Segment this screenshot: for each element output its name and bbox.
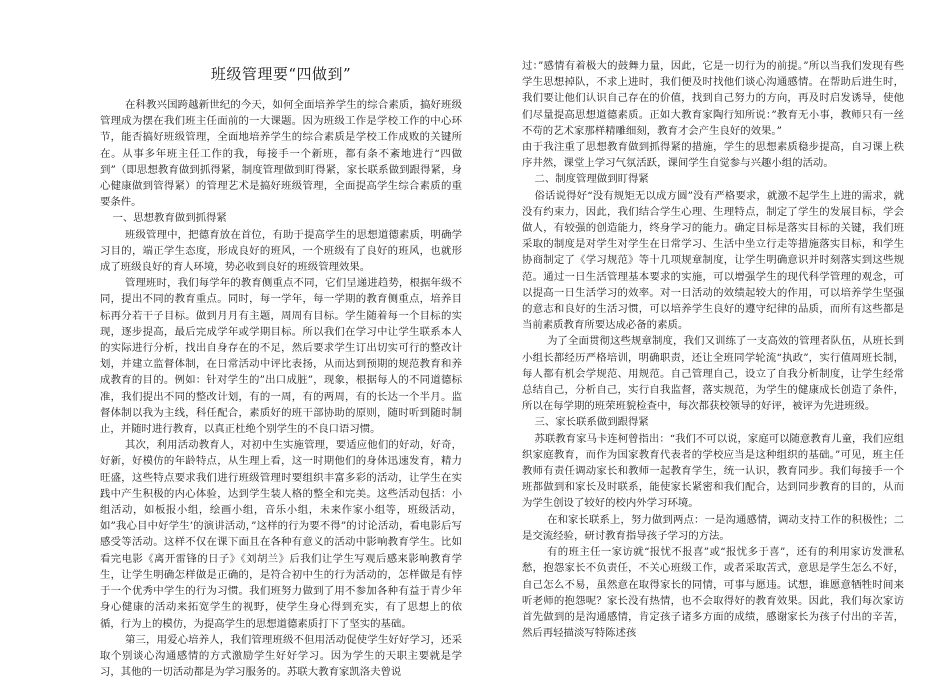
section-heading: 一、思想教育做到抓得紧 bbox=[112, 212, 227, 225]
left-column bbox=[100, 0, 462, 699]
paragraph: 在和家长联系上，努力做到两点：一是沟通感情，调动支持工作的积极性；二是交流经验，研讨教育指导孩子学习的方法。 bbox=[522, 513, 904, 542]
section-heading: 三、家长联系做到跟得紧 bbox=[534, 416, 649, 429]
paragraph: 班级管理中，把德育放在首位，有助于提高学生的思想道德素质，明确学习目的，端正学生态度，形成良好的班风，一个班级有了良好的班风，也就形成了班级良好的育人环境，势必收到良好的班级管理效果。 bbox=[100, 228, 462, 274]
paragraph: 苏联教育家马卡连柯曾指出：“我们不可以说，家庭可以随意教育儿童，我们应组织家庭教育，而作为国家教育代表者的学校应当是这种组织的基础。”可见，班主任教师有责任调动家长和教师一起教育学生，统一认识，教育同步。我们每接手一个班都做到和家长及时联系，能使家长紧密和我们配合，达到同步教育的目的，从而为学生创设了较好的校内外学习环境。 bbox=[522, 432, 904, 510]
page-title: 班级管理要“四做到” bbox=[210, 65, 352, 83]
paragraph: 第三，用爱心培养人，我们管理班级不但用活动促使学生好好学习，还采取个别谈心沟通感情的方式激励学生好好学习。因为学生的天职主要就是学习，其他的一切活动都是为学习服务的。苏联大教育家凯洛夫曾说 bbox=[100, 633, 462, 679]
paragraph: 在科教兴国跨越新世纪的今天，如何全面培养学生的综合素质，搞好班级管理成为摆在我们班主任面前的一大课题。因为班级工作是学校工作的中心环节，能否搞好班级管理，全面地培养学生的综合素质是学校工作成败的关键所在。从事多年班主任工作的我，每接手一个新班，都有条不紊地进行“四做到”（即思想教育做到抓得紧，制度管理做到盯得紧，家长联系做到跟得紧，身心健康做到管得紧）的管理艺术是搞好班级管理，全面提高学生综合素质的重要条件。 bbox=[100, 99, 462, 209]
paragraph: 俗话说得好“没有规矩无以成方圆”没有严格要求，就激不起学生上进的需求，就没有约束力，因此，我们结合学生心理、生理特点，制定了学生的发展目标，学会做人，有较强的创造能力，终身学习的能力。确定目标是落实目标的关键，我们班采取的制度是对学生对学生在日常学习、生活中坐立行走等措施落实目标，和学生协商制定了《学习规范》等十几项规章制度，让学生明确意识并时刻落实到这些规范。通过一日生活管理基本要求的实施，可以增强学生的现代科学管理的观念，可以提高一日生活学习的效率。对一日活动的效绩起较大的作用，可以培养学生坚强的意志和良好的生活习惯，可以培养学生良好的遵守纪律的品质，而所有这些都是当前素质教育所要达成必备的素质。 bbox=[522, 189, 904, 332]
paragraph: 为了全面贯彻这些规章制度，我们又训练了一支高效的管理者队伍，从班长到小组长都经历严格培训，明确职责，还让全班同学轮流“执政”，实行值周班长制，每人都有机会学规范、用规范。自己管理自己，设立了自我分析制度，让学生经常总结自己，分析自己，实行自我监督，落实规范，为学生的健康成长创造了条件，所以在每学期的班荣班貌检查中，每次都获校领导的好评，被评为先进班级。 bbox=[522, 335, 904, 413]
section-heading: 二、制度管理做到盯得紧 bbox=[534, 173, 649, 186]
paragraph: 过：”感情有着极大的鼓舞力量，因此，它是一切行为的前提。”所以当我们发现有些学生思想掉队，不求上进时，我们便及时找他们谈心沟通感情。在帮助后进生时，我们要让他们认识自己存在的价值，找到自己努力的方向，再及时启发诱导，使他们尽量提高思想道德素质。正如大教育家陶行知所说：”教育无小事，教师只有一丝不苟的艺术家那样精雕细刻，教育才会产生良好的效果。” bbox=[522, 60, 904, 137]
paragraph: 管理班时，我们每学年的教育侧重点不同，它们呈递进趋势，根据年级不同，提出不同的教育重点。同时，每一学年，每一学期的教育侧重点，培养目标再分若干子目标。做到月月有主题，周周有目标。学生随着每一个目标的实现，逐步提高，最后完成学年或学期目标。所以我们在学习中让学生联系本人的实际进行分析，找出自身存在的不足，然后要求学生订出切实可行的整改计划，并建立监督体制，在日常活动中评比表扬，从而达到预期的规范教育和养成教育的目的。例如：针对学生的”出口成脏”，现象，根据每人的不同道德标准，我们提出不同的整改计划，有的一周，有的两周，有的长达一个半月。监督体制以我为主线，科任配合，素质好的班干部协助的原则，随时听到随时制止，并随时进行教育，以真正杜绝个别学生的不良口语习惯。 bbox=[100, 277, 462, 436]
paragraph: 其次，利用活动教育人，对初中生实施管理，要适应他们的好动，好奇，好新，好模仿的年龄特点，从生理上看，这一时期他们的身体迅速发育，精力旺盛，这些特点要求我们进行班级管理时要组织丰富多彩的活动，让学生在实践中产生积极的内心体验，达到学生装人格的整全和完美。这些活动包括：小组活动，如板报小组，绘画小组，音乐小组，未来作家小组等，班级活动，如”我心目中好学生’的演讲活动，”这样的行为要不得”的讨论活动，看电影后写感受等活动。这样不仅在课下面且在各种有意义的活动中影响教育学生。比如看完电影《离开雷锋的日子》《刘胡兰》后我们让学生写观后感来影响教育学生，让学生明确怎样做是正确的，是符合初中生的行为活动的，怎样做是有悖于一个优秀中学生的行为习惯。我们班努力做到了用不参加各种有益于青少年身心健康的活动来拓宽学生的视野，使学生身心得到充实，有了思想上的依循，行为上的模仿，为提高学生的思想道德素质打下了坚实的基础。 bbox=[100, 439, 462, 630]
paragraph: 有的班主任一家访就“报忧不报喜”或“报忧多于喜”，还有的利用家访发泄私愁，抱怨家长不负责任，不关心班级工作，或者采取苦式，意思是学生怎么不好，自己怎么不易，虽然意在取得家长的同情，可事与愿违。试想，谁愿意牺牲时间来听老师的抱怨呢？家长没有热情，也不会取得好的教育效果。因此，我们每次家访首先做到的是沟通感情，肯定孩子诸多方面的成绩，感谢家长为孩子付出的辛苦，然后再轻描淡写特陈述孩 bbox=[522, 546, 904, 640]
right-column bbox=[522, 0, 904, 699]
paragraph: 由于我注重了思想教育做到抓得紧的措施，学生的思想素质稳步提高，自习课上秩序井然，课堂上学习气氛活跃，课间学生自觉参与兴趣小组的活动。 bbox=[522, 141, 904, 170]
